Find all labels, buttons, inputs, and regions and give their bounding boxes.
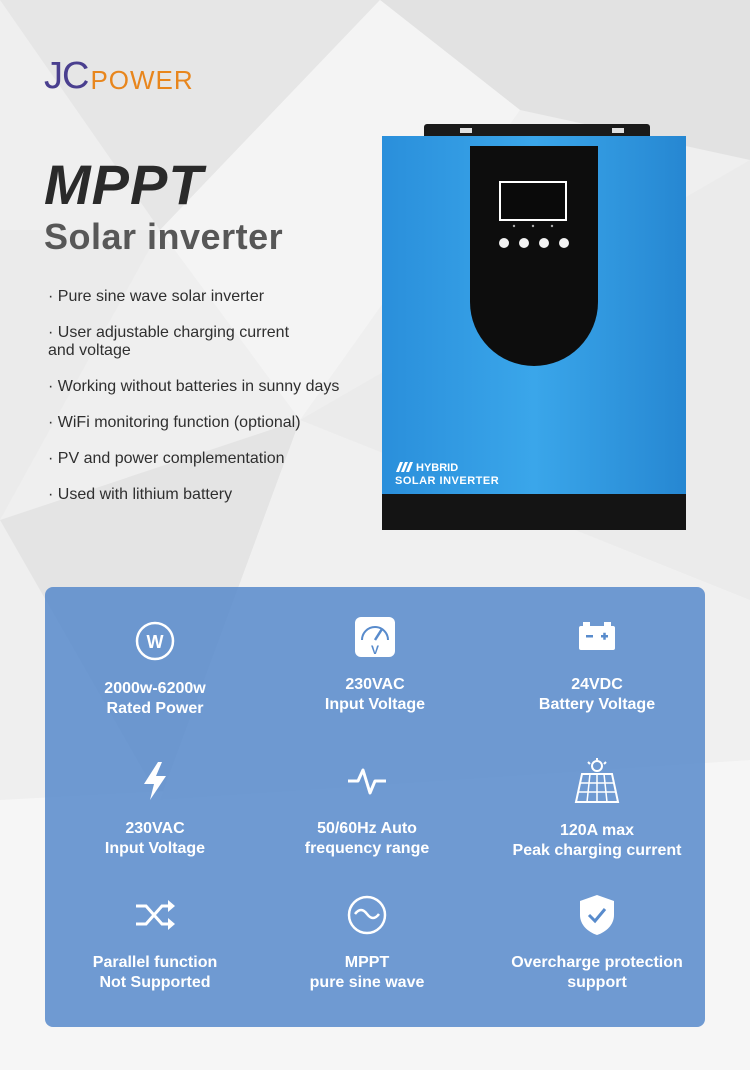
battery-icon [576,616,618,658]
spec-battery-voltage: 24VDC Battery Voltage [487,615,707,715]
page-subtitle: Solar inverter [44,216,284,257]
feature-item: · Working without batteries in sunny days [48,378,340,395]
brand-logo [44,48,194,96]
spec-input-voltage-2: 230VAC Input Voltage [45,759,265,859]
feature-item: · WiFi monitoring function (optional) [48,414,301,431]
sine-wave-icon [346,894,388,936]
page-title: MPPT [44,153,204,216]
svg-text:V: V [370,643,380,657]
spec-input-voltage: V 230VAC Input Voltage [265,615,485,715]
spec-panel [45,587,705,1027]
voltmeter-icon [354,616,396,658]
w-circle-icon [134,620,176,662]
feature-item: · PV and power complementation [48,450,285,467]
lightning-icon [134,760,176,802]
solar-panel-icon [574,758,620,804]
svg-text:W: W [146,632,164,652]
feature-item: · User adjustable charging current [48,324,290,341]
spec-parallel-function: Parallel function Not Supported [45,893,265,993]
spec-overcharge-protection: Overcharge protection support [487,893,707,993]
feature-item: · Pure sine wave solar inverter [48,288,265,305]
inverter-label-hybrid: HYBRID [416,462,459,474]
waveform-icon [346,760,388,802]
shuffle-icon [134,894,176,936]
logo-power-text: POWER [90,65,194,95]
feature-item-continuation: and voltage [48,342,131,359]
feature-list [48,288,378,522]
logo-jc-text: JC [44,55,89,97]
spec-frequency-range: 50/60Hz Auto frequency range [257,759,477,859]
spec-peak-charging: 120A max Peak charging current [487,759,707,861]
inverter-label-solar: SOLAR INVERTER [395,475,500,487]
feature-item: · Used with lithium battery [48,486,233,503]
inverter-product-image [380,122,690,532]
shield-check-icon [576,894,618,936]
spec-rated-power: W 2000w-6200w Rated Power [45,619,265,719]
spec-mppt-wave: MPPT pure sine wave [257,893,477,993]
